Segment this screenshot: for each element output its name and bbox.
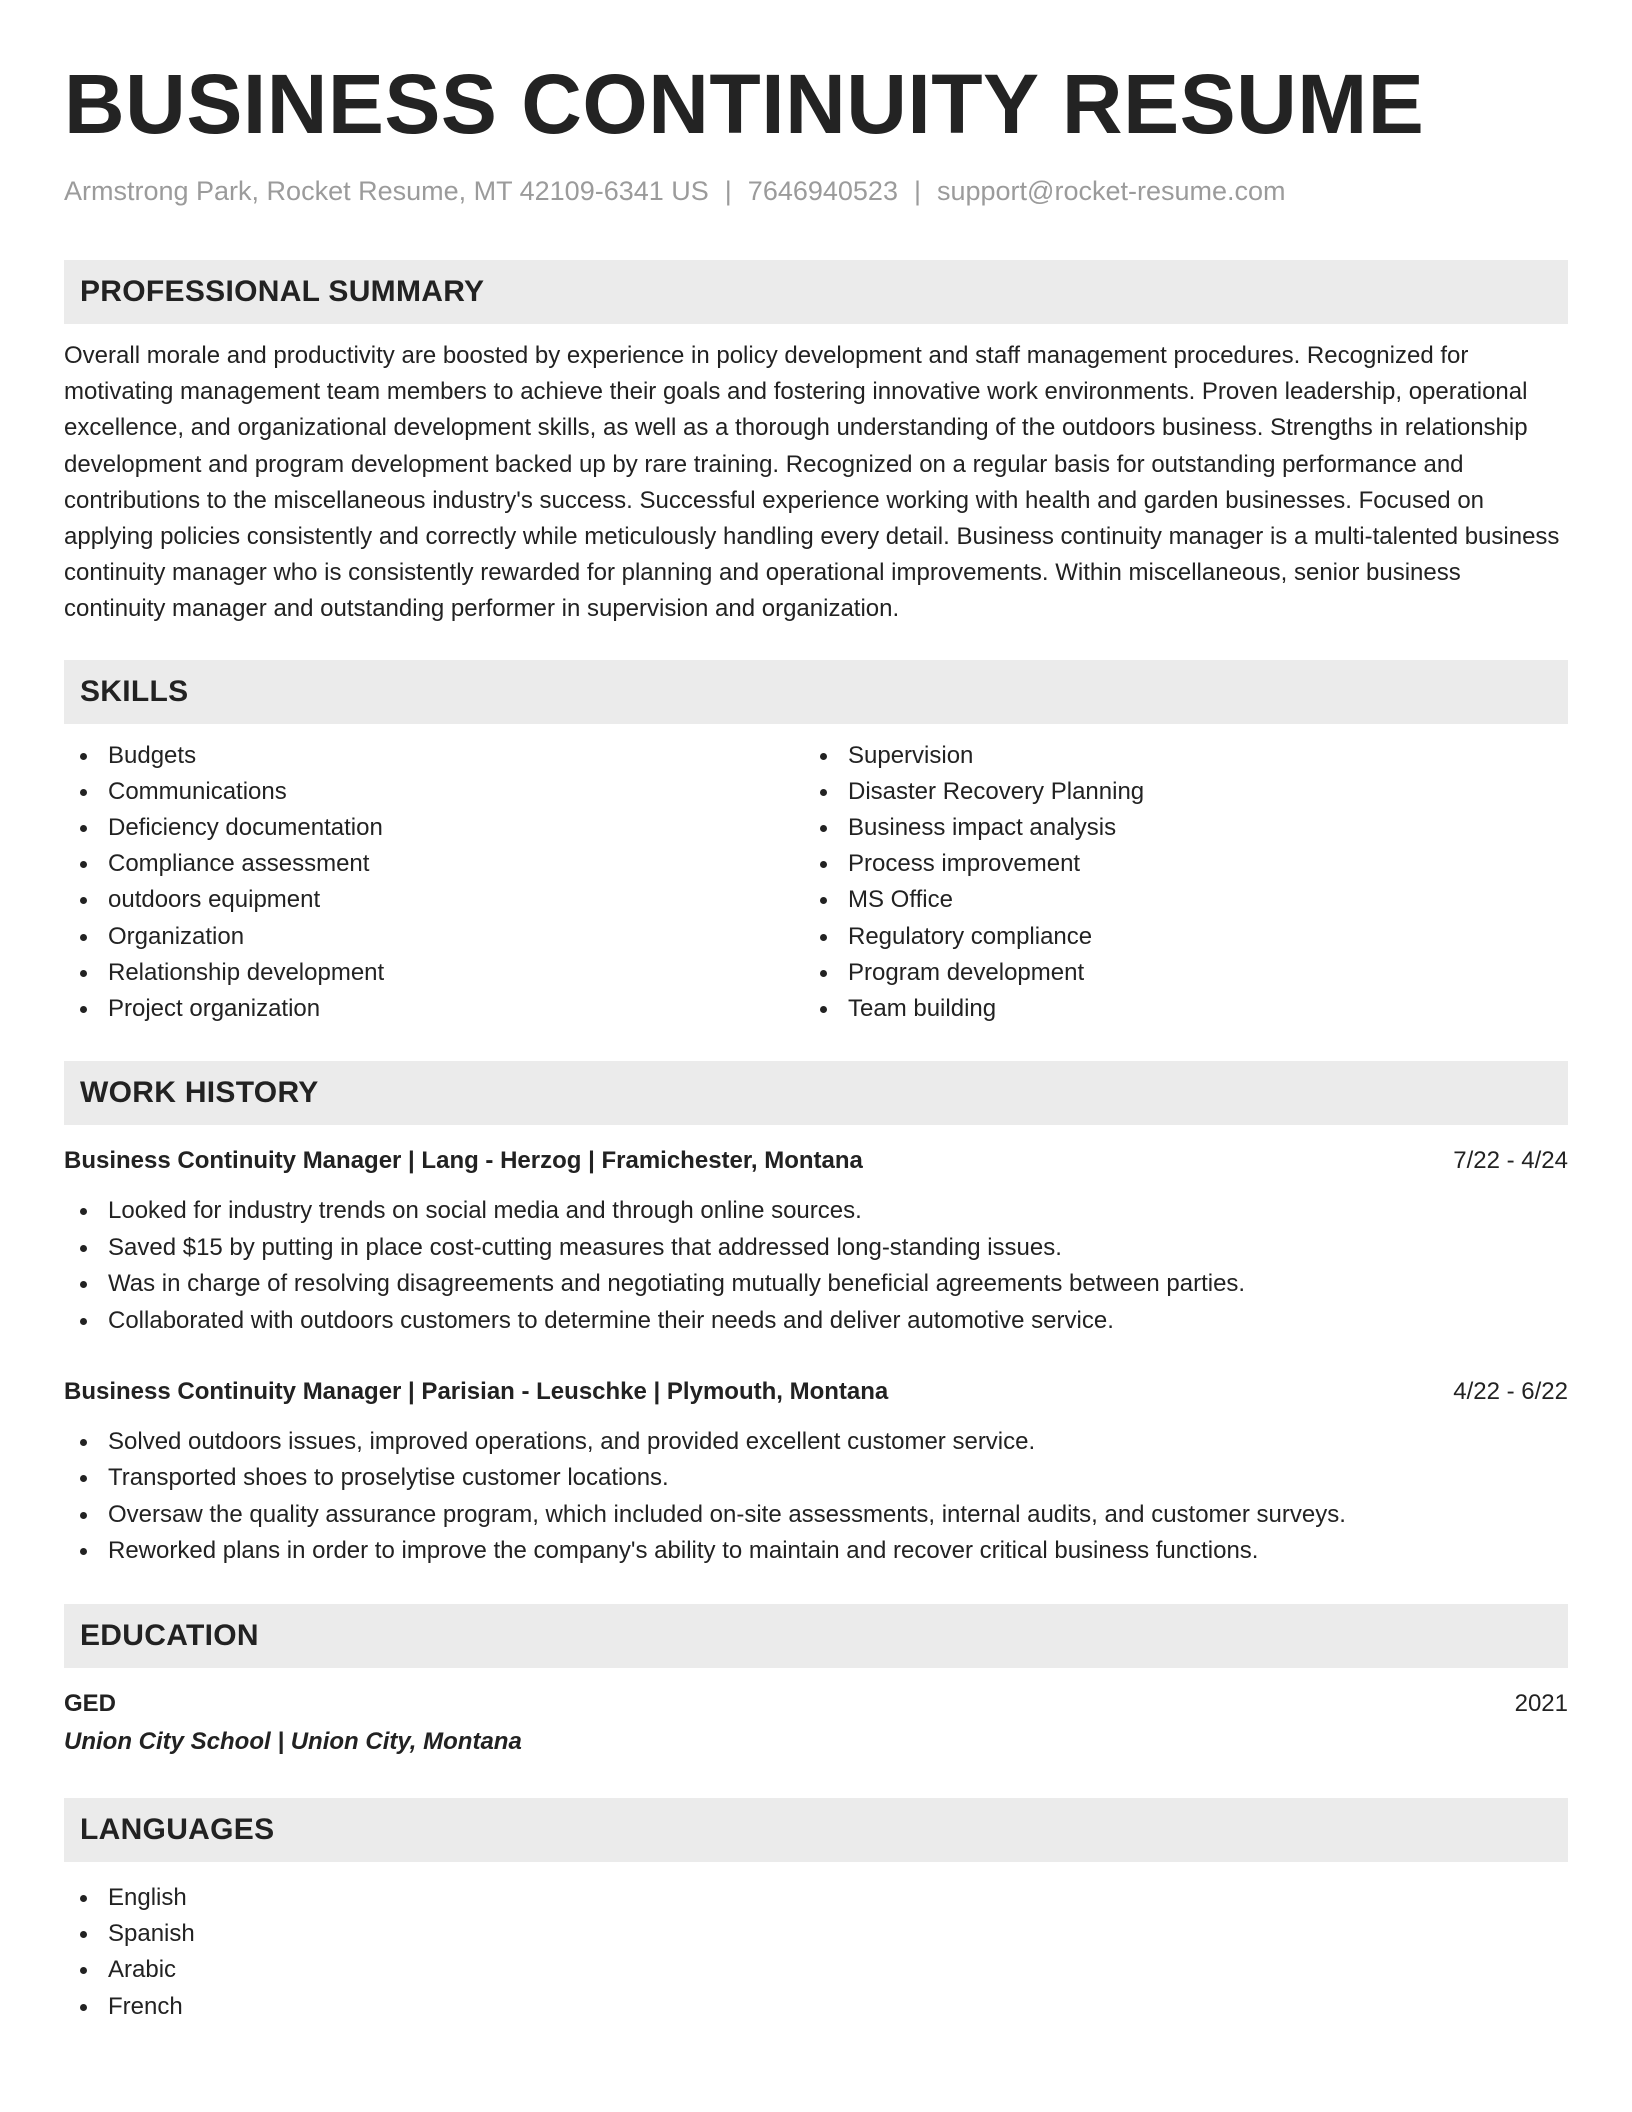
education-year: 2021 [1514,1690,1568,1717]
job-bullets [64,1424,1568,1570]
section-header-languages: LANGUAGES [64,1798,1568,1862]
job-heading-row [64,1143,1568,1179]
job-title: Business Continuity Manager | Lang - Herzog | Framichester, Montana [64,1147,863,1175]
job-title: Business Continuity Manager | Parisian - Leuschke | Plymouth, Montana [64,1377,889,1405]
skills-column-right [804,738,1144,1028]
skill-item: Organization [64,919,804,955]
education-degree: GED [64,1690,117,1717]
job-heading-row [64,1374,1568,1410]
job-bullet: Saved $15 by putting in place cost-cutting measures that addressed long-standing issues. [64,1230,1568,1267]
job-entry [64,1143,1568,1339]
education-school: Union City School | Union City, Montana [64,1728,522,1755]
job-bullet: Solved outdoors issues, improved operations, and provided excellent customer service. [64,1424,1568,1461]
contact-email: support@rocket-resume.com [936,176,1286,206]
contact-separator: | [724,176,732,206]
job-bullet: Looked for industry trends on social media and through online sources. [64,1193,1568,1230]
section-header-skills: SKILLS [64,660,1568,724]
job-dates: 7/22 - 4/24 [1453,1147,1568,1175]
education-entry [64,1686,1568,1762]
section-header-summary: PROFESSIONAL SUMMARY [64,260,1568,324]
job-bullet: Oversaw the quality assurance program, which included on-site assessments, internal audits, and customer surveys. [64,1497,1568,1534]
skill-item: Project organization [64,991,804,1027]
skill-item: Deficiency documentation [64,810,804,846]
job-bullet: Reworked plans in order to improve the company's ability to maintain and recover critical business functions. [64,1533,1568,1570]
languages-bullets [64,1880,1568,2025]
skill-item: Process improvement [804,846,1144,882]
language-item: Arabic [64,1952,1568,1988]
skill-item: Supervision [804,738,1144,774]
contact-address: Armstrong Park, Rocket Resume, MT 42109-6341 US [64,176,709,206]
skill-item: outdoors equipment [64,882,804,918]
contact-phone: 7646940523 [747,176,898,206]
skill-item: Business impact analysis [804,810,1144,846]
skills-column-left [64,738,804,1028]
skill-item: Compliance assessment [64,846,804,882]
skill-item: MS Office [804,882,1144,918]
skill-item: Budgets [64,738,804,774]
skill-item: Disaster Recovery Planning [804,774,1144,810]
language-item: English [64,1880,1568,1916]
skill-item: Regulatory compliance [804,919,1144,955]
contact-line [64,174,1568,208]
job-entry [64,1374,1568,1570]
summary-text: Overall morale and productivity are boosted by experience in policy development and staff management procedures. Recognized for motivating management team members to achieve their goals and fostering innovative work environments. Proven leadership, operational excellence, and organizational development skills, as well as a thorough understanding of the outdoors business. Strengths in relationship development and program development backed up by rare training. Recognized on a regular basis for outstanding performance and contributions to the miscellaneous industry's success. Successful experience working with health and garden businesses. Focused on applying policies consistently and correctly while meticulously handling every detail. Business continuity manager is a multi-talented business continuity manager who is consistently rewarded for planning and operational improvements. Within miscellaneous, senior business continuity manager and outstanding performer in supervision and organization. [64,342,1560,623]
education-heading-row [64,1686,1568,1722]
section-header-work-history: WORK HISTORY [64,1061,1568,1125]
resume-title: BUSINESS CONTINUITY RESUME [64,57,1425,151]
job-bullet: Was in charge of resolving disagreements and negotiating mutually beneficial agreements between parties. [64,1266,1568,1303]
skill-item: Program development [804,955,1144,991]
skill-item: Team building [804,991,1144,1027]
job-dates: 4/22 - 6/22 [1453,1377,1568,1405]
languages-list [64,1880,1568,2025]
language-item: French [64,1989,1568,2025]
job-bullet: Collaborated with outdoors customers to determine their needs and deliver automotive service. [64,1303,1568,1340]
job-bullet: Transported shoes to proselytise customer locations. [64,1460,1568,1497]
skill-item: Relationship development [64,955,804,991]
skills-list [64,738,1568,1028]
job-bullets [64,1193,1568,1339]
contact-separator: | [913,176,921,206]
skill-item: Communications [64,774,804,810]
section-header-education: EDUCATION [64,1604,1568,1668]
language-item: Spanish [64,1916,1568,1952]
